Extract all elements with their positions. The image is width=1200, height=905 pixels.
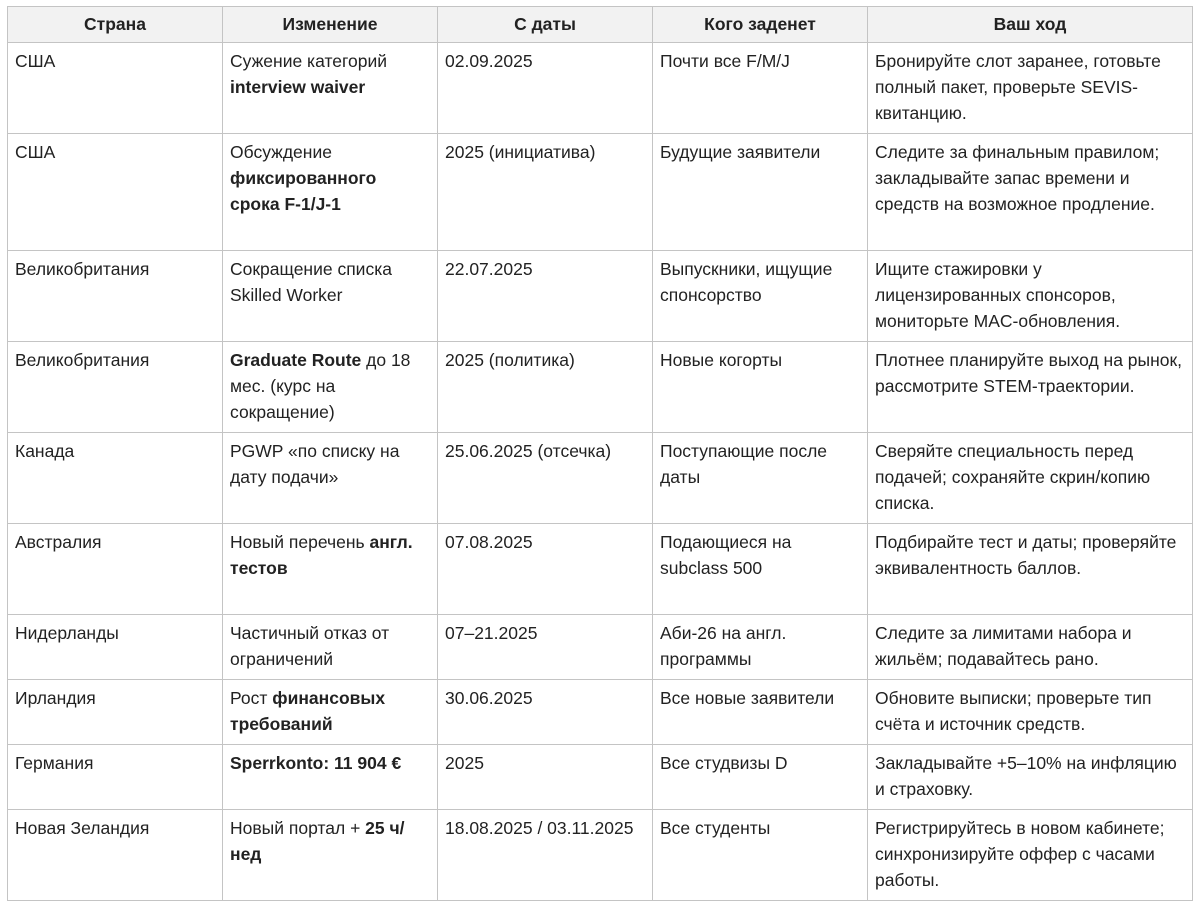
cell-change-text xyxy=(230,818,405,864)
cell-country xyxy=(8,615,223,680)
cell-action xyxy=(868,810,1193,901)
cell-action-text: Ищите стажировки у лицензированных спонсоров, мониторьте MAC-обновления. xyxy=(875,259,1121,331)
cell-change-text xyxy=(230,441,399,487)
cell-affected-text: Поступающие после даты xyxy=(660,441,828,487)
cell-date xyxy=(438,342,653,433)
cell-change-text xyxy=(230,688,385,734)
change-fragment: Новый портал + xyxy=(230,818,366,838)
cell-date xyxy=(438,810,653,901)
cell-affected-text: Все студвизы D xyxy=(660,753,788,773)
table-row xyxy=(8,251,1193,342)
cell-action-text: Следите за лимитами набора и жильём; подавайтесь рано. xyxy=(875,623,1132,669)
cell-change xyxy=(223,251,438,342)
cell-action xyxy=(868,745,1193,810)
cell-action-text: Сверяйте специальность перед подачей; сохраняйте скрин/копию списка. xyxy=(875,441,1151,513)
cell-country xyxy=(8,524,223,615)
cell-action xyxy=(868,342,1193,433)
cell-action-text: Плотнее планируйте выход на рынок, рассмотрите STEM-траектории. xyxy=(875,350,1183,396)
change-bold-fragment: англ. тестов xyxy=(230,532,413,578)
cell-action-text: Регистрируйтесь в новом кабинете; синхронизируйте оффер с часами работы. xyxy=(875,818,1165,890)
cell-change-text xyxy=(230,623,389,669)
table-body xyxy=(8,43,1193,901)
cell-action-text: Следите за финальным правилом; закладывайте запас времени и средств на возможное продление. xyxy=(875,142,1160,214)
header-affected: Кого заденет xyxy=(653,7,868,43)
change-bold-fragment: Sperrkonto: 11 904 € xyxy=(230,753,402,773)
cell-affected-text: Почти все F/M/J xyxy=(660,51,790,71)
header-country: Страна xyxy=(8,7,223,43)
cell-date xyxy=(438,680,653,745)
change-bold-fragment: финансовых требований xyxy=(230,688,386,734)
cell-date-text: 07.08.2025 xyxy=(445,532,533,552)
cell-country-text: Канада xyxy=(15,441,75,461)
cell-change xyxy=(223,433,438,524)
cell-date xyxy=(438,134,653,251)
cell-country xyxy=(8,745,223,810)
change-fragment: Сужение категорий xyxy=(230,51,388,71)
cell-date-text: 02.09.2025 xyxy=(445,51,533,71)
cell-action-text: Обновите выписки; проверьте тип счёта и источник средств. xyxy=(875,688,1152,734)
change-fragment: Рост xyxy=(230,688,273,708)
cell-date xyxy=(438,745,653,810)
change-fragment: PGWP «по списку на дату подачи» xyxy=(230,441,400,487)
cell-change xyxy=(223,43,438,134)
cell-change-text xyxy=(230,259,392,305)
cell-date-text: 2025 (политика) xyxy=(445,350,575,370)
cell-country-text: США xyxy=(15,142,56,162)
table-row xyxy=(8,433,1193,524)
cell-date-text: 22.07.2025 xyxy=(445,259,533,279)
cell-change xyxy=(223,680,438,745)
table-row xyxy=(8,680,1193,745)
cell-country-text: Нидерланды xyxy=(15,623,119,643)
visa-changes-table xyxy=(7,6,1193,901)
cell-change xyxy=(223,524,438,615)
table-row xyxy=(8,615,1193,680)
cell-affected xyxy=(653,251,868,342)
cell-action xyxy=(868,615,1193,680)
cell-date xyxy=(438,524,653,615)
cell-affected xyxy=(653,615,868,680)
cell-date-text: 30.06.2025 xyxy=(445,688,533,708)
change-fragment: Новый перечень xyxy=(230,532,370,552)
cell-affected-text: Выпускники, ищущие спонсорство xyxy=(660,259,833,305)
change-fragment: Сокращение списка Skilled Worker xyxy=(230,259,392,305)
cell-country-text: США xyxy=(15,51,56,71)
cell-country-text: Великобритания xyxy=(15,259,150,279)
cell-affected xyxy=(653,680,868,745)
cell-country xyxy=(8,680,223,745)
cell-change-text xyxy=(230,142,376,214)
table-header xyxy=(8,7,1193,43)
cell-country xyxy=(8,433,223,524)
cell-affected xyxy=(653,810,868,901)
cell-affected-text: Все новые заявители xyxy=(660,688,835,708)
cell-change-text xyxy=(230,350,410,422)
cell-change-text xyxy=(230,51,387,97)
header-row xyxy=(8,7,1193,43)
cell-change xyxy=(223,134,438,251)
cell-date-text: 2025 (инициатива) xyxy=(445,142,596,162)
change-bold-fragment: фиксированного срока F-1/J-1 xyxy=(230,168,377,214)
cell-country-text: Новая Зеландия xyxy=(15,818,150,838)
table-row xyxy=(8,43,1193,134)
table-row xyxy=(8,810,1193,901)
cell-action xyxy=(868,43,1193,134)
cell-affected-text: Подающиеся на subclass 500 xyxy=(660,532,792,578)
cell-country-text: Германия xyxy=(15,753,94,773)
table-row xyxy=(8,524,1193,615)
cell-action xyxy=(868,524,1193,615)
cell-date xyxy=(438,43,653,134)
cell-country xyxy=(8,251,223,342)
cell-action-text: Бронируйте слот заранее, готовьте полный пакет, проверьте SEVIS-квитанцию. xyxy=(875,51,1161,123)
cell-date-text: 07–21.2025 xyxy=(445,623,538,643)
table-row xyxy=(8,745,1193,810)
cell-affected xyxy=(653,524,868,615)
cell-country-text: Австралия xyxy=(15,532,102,552)
cell-date-text: 2025 xyxy=(445,753,484,773)
table-row xyxy=(8,342,1193,433)
cell-country-text: Ирландия xyxy=(15,688,96,708)
cell-affected-text: Все студенты xyxy=(660,818,771,838)
cell-action-text: Подбирайте тест и даты; проверяйте эквивалентность баллов. xyxy=(875,532,1177,578)
header-date: С даты xyxy=(438,7,653,43)
cell-country xyxy=(8,342,223,433)
cell-country xyxy=(8,134,223,251)
cell-date xyxy=(438,251,653,342)
header-change: Изменение xyxy=(223,7,438,43)
cell-action xyxy=(868,134,1193,251)
cell-affected xyxy=(653,134,868,251)
cell-change xyxy=(223,745,438,810)
cell-date xyxy=(438,433,653,524)
cell-change-text xyxy=(230,753,401,773)
cell-affected-text: Новые когорты xyxy=(660,350,783,370)
cell-affected-text: Аби-26 на англ. программы xyxy=(660,623,787,669)
cell-affected xyxy=(653,342,868,433)
visa-changes-table-container xyxy=(7,6,1193,901)
header-action: Ваш ход xyxy=(868,7,1193,43)
change-fragment: Обсуждение xyxy=(230,142,332,162)
cell-change xyxy=(223,615,438,680)
cell-date xyxy=(438,615,653,680)
table-row xyxy=(8,134,1193,251)
change-fragment: Частичный отказ от ограничений xyxy=(230,623,390,669)
cell-affected xyxy=(653,43,868,134)
cell-action-text: Закладывайте +5–10% на инфляцию и страховку. xyxy=(875,753,1177,799)
cell-country xyxy=(8,810,223,901)
cell-country-text: Великобритания xyxy=(15,350,150,370)
cell-change-text xyxy=(230,532,413,578)
cell-change xyxy=(223,810,438,901)
cell-date-text: 18.08.2025 / 03.11.2025 xyxy=(445,818,634,838)
cell-country xyxy=(8,43,223,134)
cell-action xyxy=(868,680,1193,745)
cell-affected xyxy=(653,433,868,524)
cell-action xyxy=(868,251,1193,342)
cell-date-text: 25.06.2025 (отсечка) xyxy=(445,441,612,461)
cell-affected xyxy=(653,745,868,810)
change-bold-fragment: Graduate Route xyxy=(230,350,362,370)
cell-action xyxy=(868,433,1193,524)
change-bold-fragment: 25 ч/нед xyxy=(230,818,405,864)
change-bold-fragment: interview waiver xyxy=(230,77,366,97)
cell-change xyxy=(223,342,438,433)
change-fragment: до 18 мес. (курс на сокращение) xyxy=(230,350,411,422)
cell-affected-text: Будущие заявители xyxy=(660,142,821,162)
